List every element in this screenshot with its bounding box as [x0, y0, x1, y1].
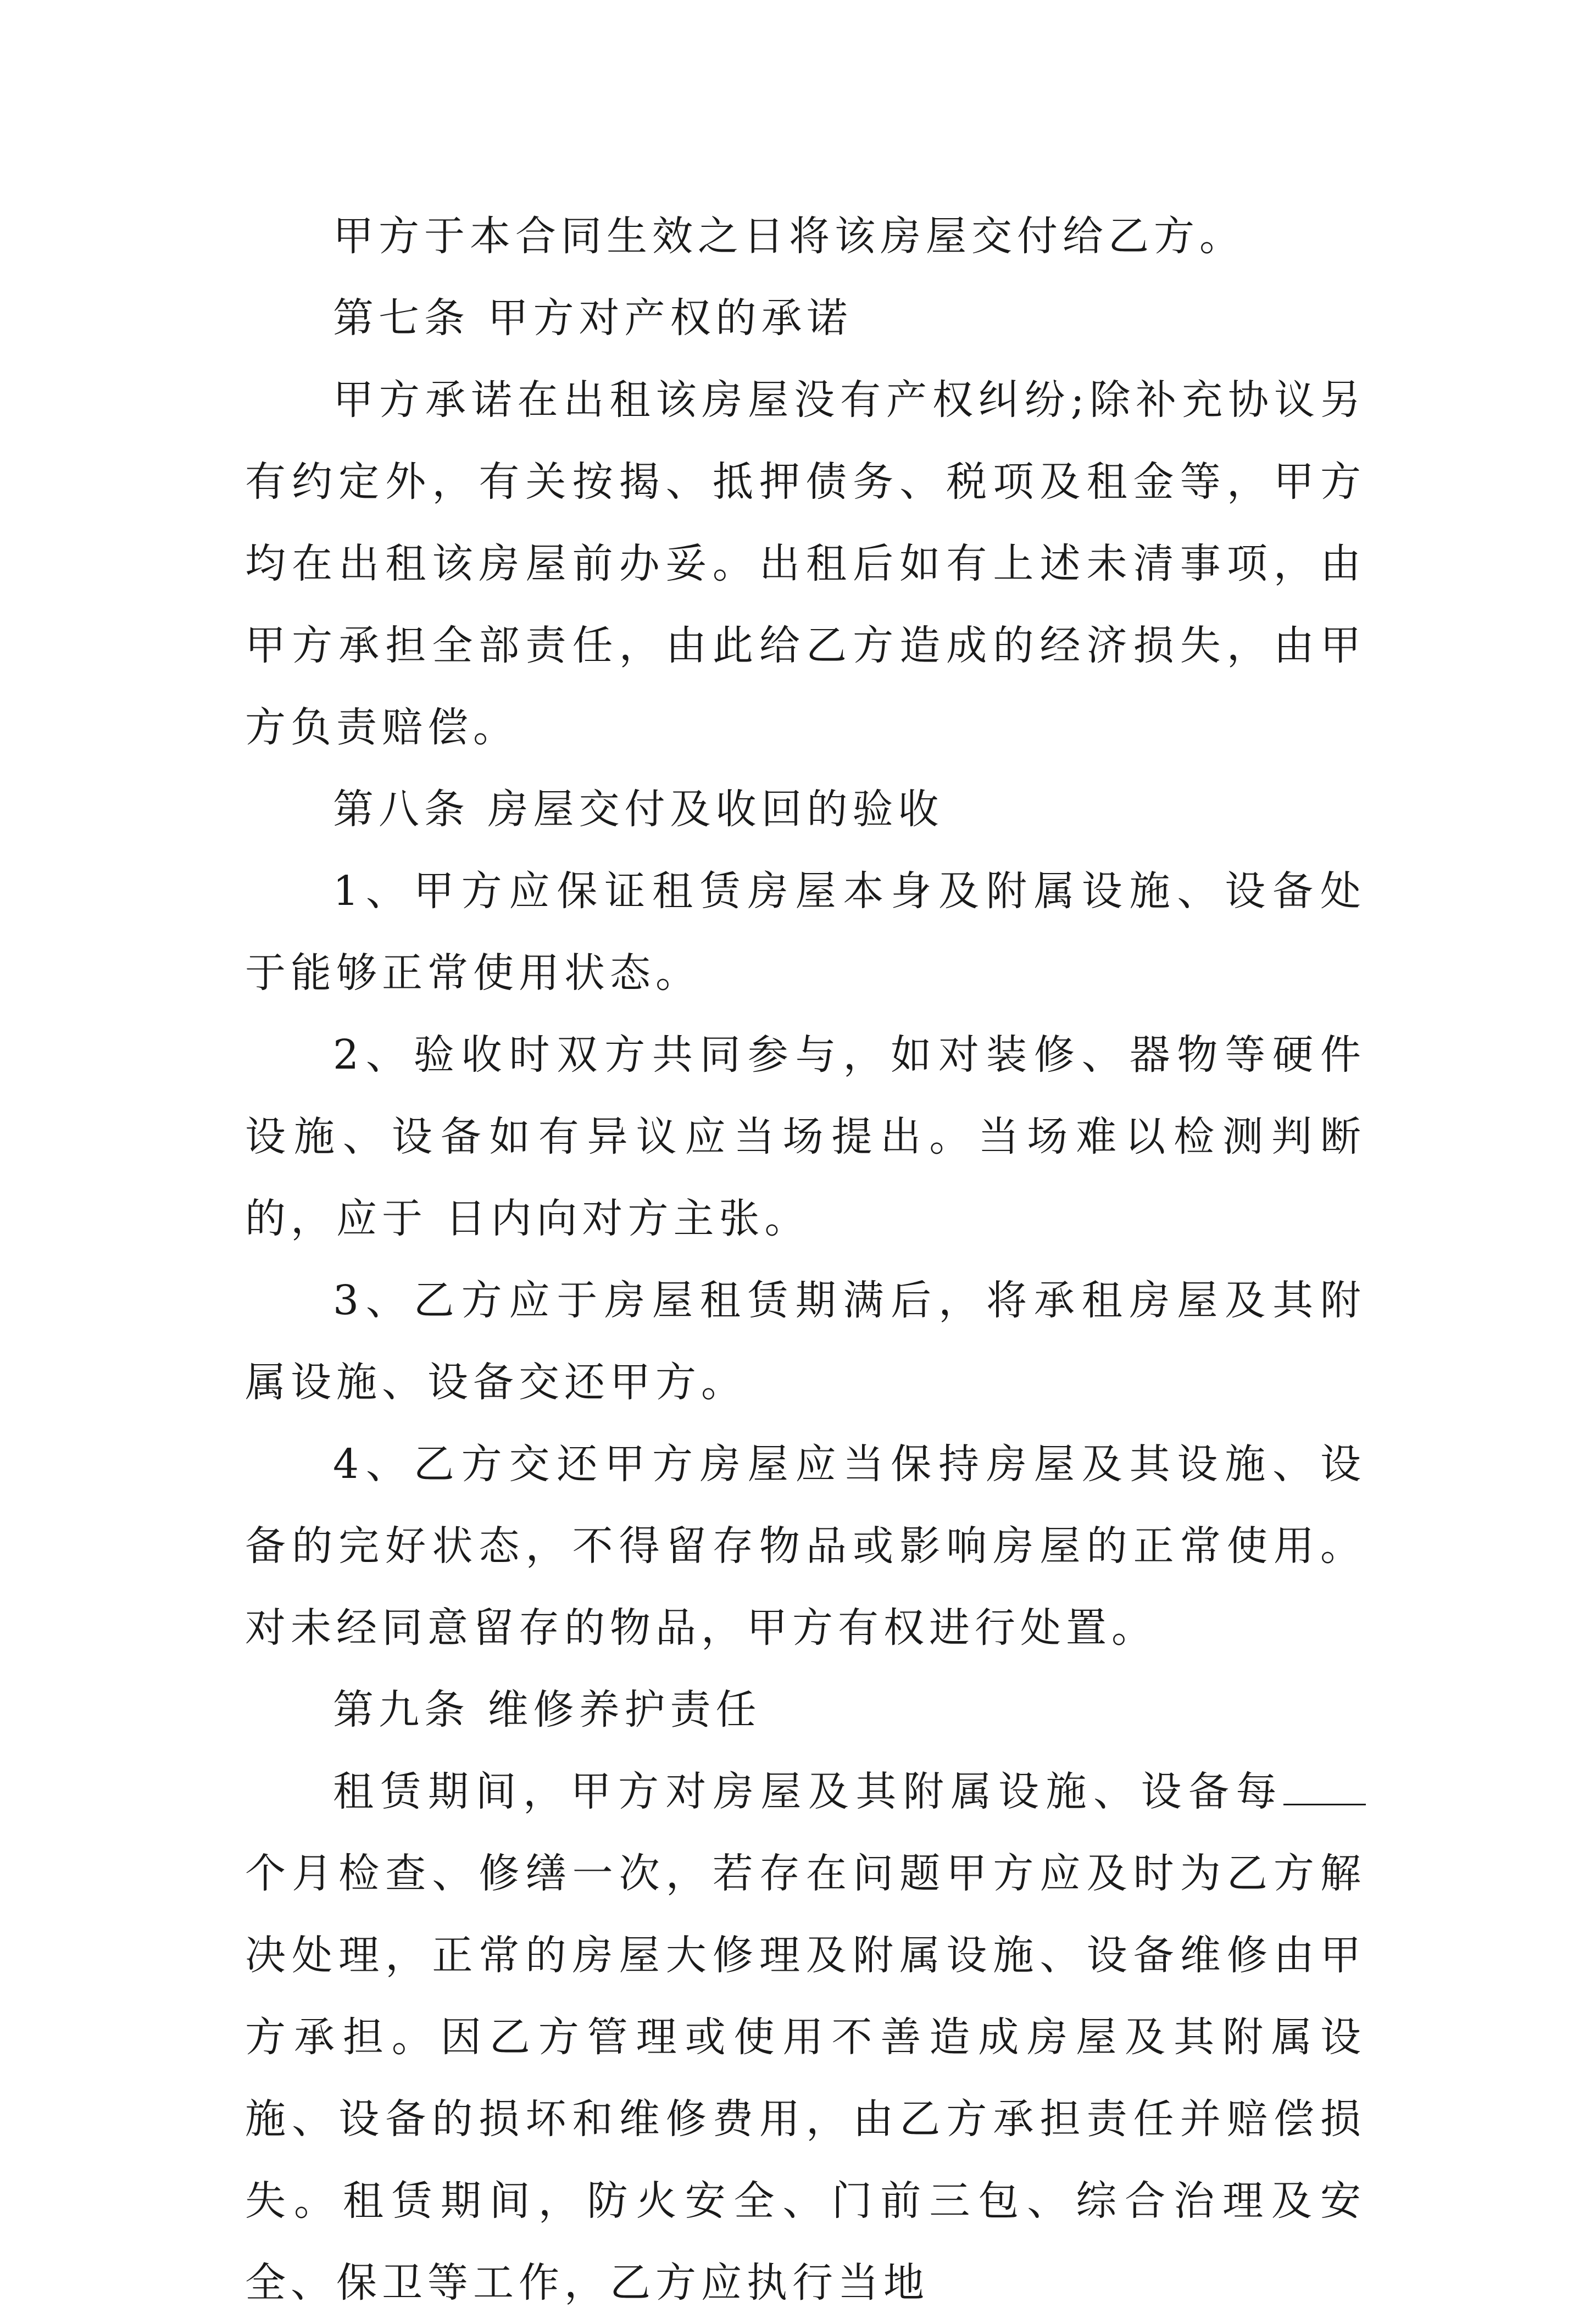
document-body	[245, 196, 1366, 2324]
article-8-item-3: 3、乙方应于房屋租赁期满后，将承租房屋及其附属设施、设备交还甲方。	[245, 1277, 1366, 1406]
article-7-title: 第七条 甲方对产权的承诺	[333, 294, 853, 342]
paragraph-delivery: 甲方于本合同生效之日将该房屋交付给乙方。	[333, 213, 1245, 260]
article-9-body-part-a: 租赁期间，甲方对房屋及其附属设施、设备每	[333, 1768, 1283, 1815]
article-9-body-part-b: 个月检查、修缮一次，若存在问题甲方应及时为乙方解决处理，正常的房屋大修理及附属设施、设备维修由甲方承担。因乙方管理或使用不善造成房屋及其附属设施、设备的损坏和维修费用，由乙方承担责任并赔偿损失。租赁期间，防火安全、门前三包、综合治理及安全、保卫等工作，乙方应执行当地	[245, 1850, 1366, 2306]
article-9-title: 第九条 维修养护责任	[333, 1686, 761, 1733]
article-8-item-4: 4、乙方交还甲方房屋应当保持房屋及其设施、设备的完好状态，不得留存物品或影响房屋的正常使用。对未经同意留存的物品，甲方有权进行处置。	[245, 1441, 1366, 1652]
article-8-item-2: 2、验收时双方共同参与，如对装修、器物等硬件设施、设备如有异议应当场提出。当场难以检测判断的，应于 日内向对方主张。	[245, 1031, 1366, 1242]
article-9-body	[245, 1751, 1366, 2324]
fill-in-blank	[1283, 1769, 1366, 1805]
article-7-body: 甲方承诺在出租该房屋没有产权纠纷;除补充协议另有约定外，有关按揭、抵押债务、税项及租金等，甲方均在出租该房屋前办妥。出租后如有上述未清事项，由甲方承担全部责任，由此给乙方造成的经济损失，由甲方负责赔偿。	[245, 376, 1366, 751]
article-8-title: 第八条 房屋交付及收回的验收	[333, 786, 944, 833]
article-8-item-1: 1、甲方应保证租赁房屋本身及附属设施、设备处于能够正常使用状态。	[245, 868, 1366, 997]
